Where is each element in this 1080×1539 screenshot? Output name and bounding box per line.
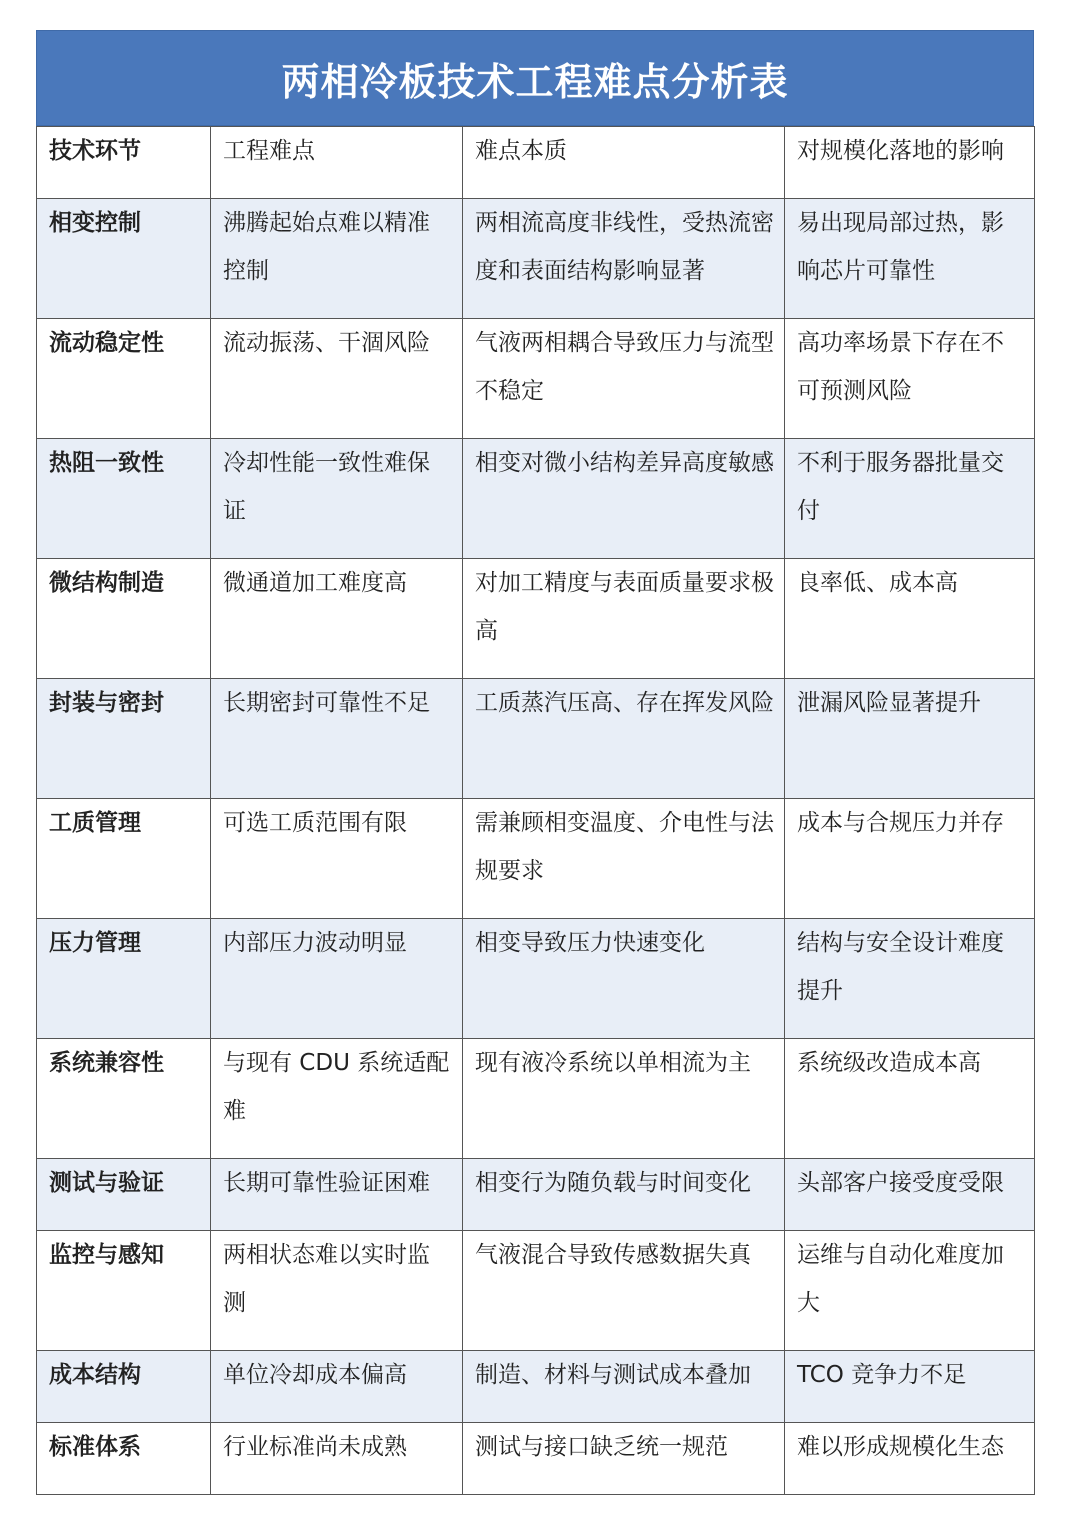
table-cell: 沸腾起始点难以精准控制	[211, 199, 463, 319]
table-cell: 气液混合导致传感数据失真	[463, 1231, 785, 1351]
row-label-cell: 流动稳定性	[37, 319, 211, 439]
table-cell: 相变行为随负载与时间变化	[463, 1159, 785, 1231]
table-cell: 运维与自动化难度加大	[785, 1231, 1035, 1351]
row-label-cell: 系统兼容性	[37, 1039, 211, 1159]
column-header: 工程难点	[211, 127, 463, 199]
table-row	[37, 199, 1035, 319]
table-cell: 成本与合规压力并存	[785, 799, 1035, 919]
table-cell: 易出现局部过热，影响芯片可靠性	[785, 199, 1035, 319]
table-cell: 需兼顾相变温度、介电性与法规要求	[463, 799, 785, 919]
row-label-cell: 相变控制	[37, 199, 211, 319]
table-title: 两相冷板技术工程难点分析表	[36, 30, 1034, 126]
row-label-cell: 工质管理	[37, 799, 211, 919]
table-cell: 相变对微小结构差异高度敏感	[463, 439, 785, 559]
table-cell: 单位冷却成本偏高	[211, 1351, 463, 1423]
table-cell: 相变导致压力快速变化	[463, 919, 785, 1039]
table-cell: 高功率场景下存在不可预测风险	[785, 319, 1035, 439]
table-cell: 冷却性能一致性难保证	[211, 439, 463, 559]
column-header: 对规模化落地的影响	[785, 127, 1035, 199]
table-row	[37, 919, 1035, 1039]
table-row	[37, 319, 1035, 439]
table-cell: 结构与安全设计难度提升	[785, 919, 1035, 1039]
table-cell: 泄漏风险显著提升	[785, 679, 1035, 799]
table-row	[37, 799, 1035, 919]
table-row	[37, 1039, 1035, 1159]
analysis-table	[36, 126, 1035, 1495]
row-label-cell: 标准体系	[37, 1423, 211, 1495]
table-cell: 微通道加工难度高	[211, 559, 463, 679]
table-cell: 现有液冷系统以单相流为主	[463, 1039, 785, 1159]
table-cell: 长期可靠性验证困难	[211, 1159, 463, 1231]
table-cell: 头部客户接受度受限	[785, 1159, 1035, 1231]
column-header: 技术环节	[37, 127, 211, 199]
table-cell: 两相状态难以实时监测	[211, 1231, 463, 1351]
table-cell: 可选工质范围有限	[211, 799, 463, 919]
header-row	[37, 127, 1035, 199]
table-cell: 行业标准尚未成熟	[211, 1423, 463, 1495]
table-cell: TCO 竞争力不足	[785, 1351, 1035, 1423]
table-row	[37, 559, 1035, 679]
table-cell: 长期密封可靠性不足	[211, 679, 463, 799]
table-cell: 制造、材料与测试成本叠加	[463, 1351, 785, 1423]
table-cell: 良率低、成本高	[785, 559, 1035, 679]
table-cell: 工质蒸汽压高、存在挥发风险	[463, 679, 785, 799]
analysis-sheet	[36, 30, 1034, 1495]
table-cell: 系统级改造成本高	[785, 1039, 1035, 1159]
table-cell: 与现有 CDU 系统适配难	[211, 1039, 463, 1159]
row-label-cell: 测试与验证	[37, 1159, 211, 1231]
table-cell: 难以形成规模化生态	[785, 1423, 1035, 1495]
row-label-cell: 微结构制造	[37, 559, 211, 679]
table-row	[37, 439, 1035, 559]
row-label-cell: 成本结构	[37, 1351, 211, 1423]
table-cell: 测试与接口缺乏统一规范	[463, 1423, 785, 1495]
table-cell: 不利于服务器批量交付	[785, 439, 1035, 559]
column-header: 难点本质	[463, 127, 785, 199]
table-cell: 内部压力波动明显	[211, 919, 463, 1039]
table-cell: 两相流高度非线性，受热流密度和表面结构影响显著	[463, 199, 785, 319]
table-cell: 流动振荡、干涸风险	[211, 319, 463, 439]
row-label-cell: 封装与密封	[37, 679, 211, 799]
table-row	[37, 1231, 1035, 1351]
row-label-cell: 压力管理	[37, 919, 211, 1039]
row-label-cell: 监控与感知	[37, 1231, 211, 1351]
table-row	[37, 679, 1035, 799]
table-row	[37, 1159, 1035, 1231]
table-cell: 对加工精度与表面质量要求极高	[463, 559, 785, 679]
table-row	[37, 1423, 1035, 1495]
row-label-cell: 热阻一致性	[37, 439, 211, 559]
table-row	[37, 1351, 1035, 1423]
table-cell: 气液两相耦合导致压力与流型不稳定	[463, 319, 785, 439]
